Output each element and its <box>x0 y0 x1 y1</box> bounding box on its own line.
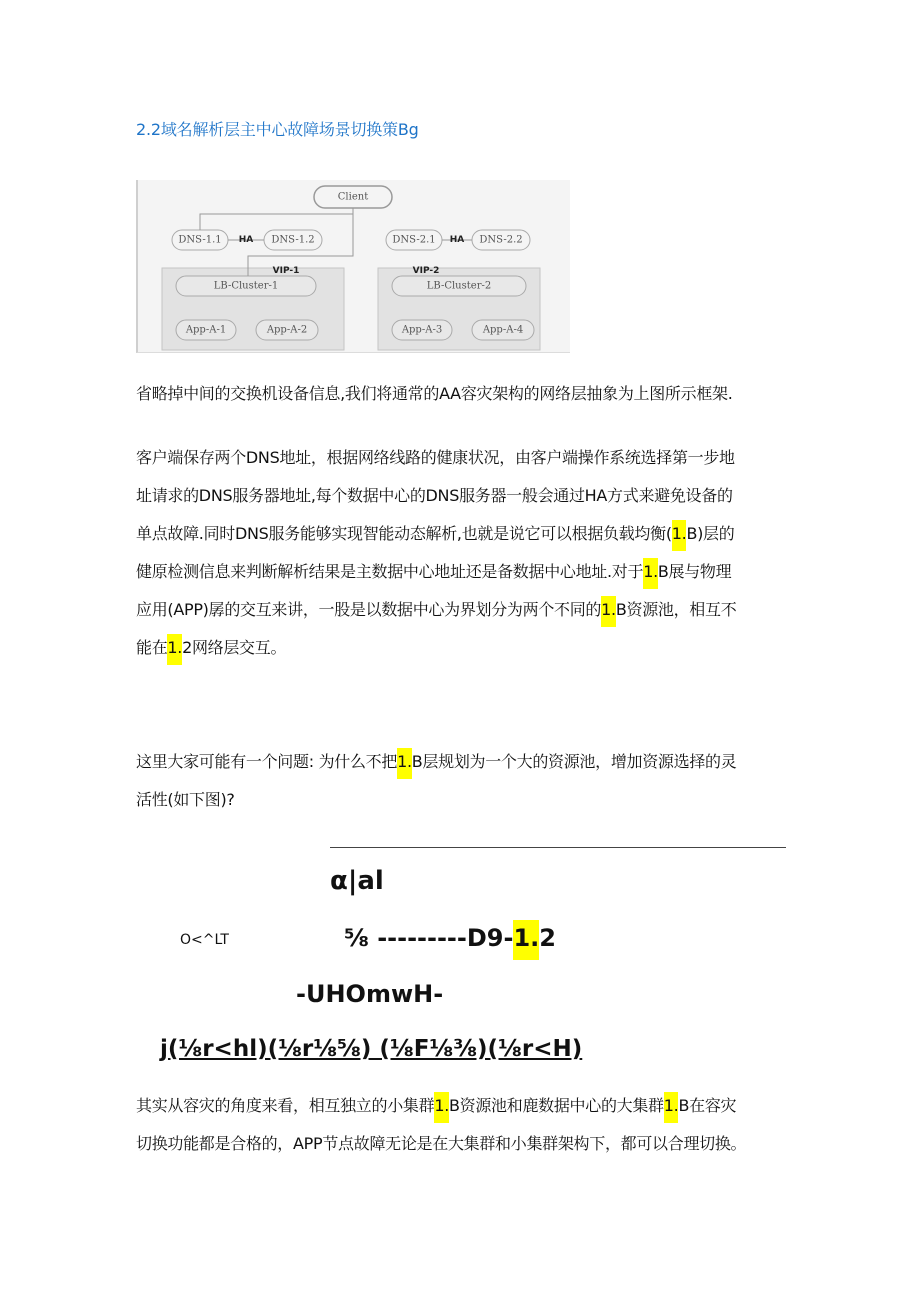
paragraph-2-line-4 <box>136 553 786 591</box>
highlight-mark: 1. <box>643 558 658 589</box>
garbled-text-2-left: O<^LT <box>180 932 229 948</box>
paragraph-2-line-6-tail: 2网络层交互。 <box>182 638 287 657</box>
paragraph-2-line-3-tail: B)层的 <box>686 524 735 543</box>
garbled-text-2-tail: 2 <box>539 924 556 952</box>
paragraph-3-line-1-tail: B层规划为一个大的资源池，增加资源选择的灵 <box>411 752 737 771</box>
diagram-dns-1-1-label: DNS-1.1 <box>178 234 222 246</box>
garbled-text-2-main: ⅝ ---------D9- <box>344 924 514 952</box>
diagram-app-a-3-label: App-A-3 <box>401 324 443 336</box>
diagram-ha-1-label: HA <box>238 235 254 245</box>
paragraph-2-line-3 <box>136 515 786 553</box>
paragraph-3-line-1-text: 这里大家可能有一个问题: 为什么不把 <box>136 752 398 771</box>
highlight-mark: 1. <box>672 520 687 551</box>
highlight-mark: 1. <box>167 634 182 665</box>
paragraph-4 <box>136 1087 786 1163</box>
paragraph-2-line-5-text: 应用(APP)孱的交互来讲，一股是以数据中心为界划分为两个不同的 <box>136 600 602 619</box>
highlight-mark: 1. <box>434 1092 449 1123</box>
paragraph-4-line-1-mid: B资源池和鹿数据中心的大集群 <box>448 1096 664 1115</box>
diagram-vip-1-label: VIP-1 <box>272 266 300 276</box>
paragraph-1 <box>136 375 786 413</box>
diagram-lb-cluster-2-label: LB-Cluster-2 <box>426 280 492 292</box>
paragraph-2-line-3-text: 单点故障.同时DNS服务能够实现智能动态解析,也就是说它可以根据负载均衡( <box>136 524 672 543</box>
highlight-mark: 1. <box>513 920 539 960</box>
horizontal-rule <box>330 847 786 848</box>
paragraph-4-line-1 <box>136 1087 786 1125</box>
garbled-text-4: j(⅛r<hl)(⅛r⅛⅝) (⅛F⅛⅜)(⅛r<H) <box>160 1036 583 1062</box>
highlight-mark: 1. <box>601 596 616 627</box>
highlight-mark: 1. <box>664 1092 679 1123</box>
paragraph-2-line-6 <box>136 629 786 667</box>
diagram-app-a-4-label: App-A-4 <box>482 324 524 336</box>
paragraph-2-line-6-text: 能在 <box>136 638 168 657</box>
paragraph-2-line-4-tail: B展与物理 <box>657 562 732 581</box>
diagram-dns-1-2-label: DNS-1.2 <box>271 234 315 246</box>
diagram-app-a-1-label: App-A-1 <box>185 324 227 336</box>
garbled-text-2 <box>344 924 556 952</box>
paragraph-2-line-5-tail: B资源池，相互不 <box>615 600 737 619</box>
section-heading: 2.2域名解析层主中心故障场景切换策Bg <box>136 120 419 139</box>
paragraph-1-line: 省略掉中间的交换机设备信息,我们将通常的AA容灾架构的网络层抽象为上图所示框架. <box>136 384 733 403</box>
paragraph-2-line-2: 址请求的DNS服务器地址,每个数据中心的DNS服务器一般会通过HA方式来避免设备的 <box>136 486 733 505</box>
paragraph-4-line-1-tail: B在容灾 <box>678 1096 737 1115</box>
paragraph-4-line-1-text: 其实从容灾的角度来看，相互独立的小集群 <box>136 1096 435 1115</box>
diagram-dns-2-2-label: DNS-2.2 <box>479 234 523 246</box>
paragraph-2-line-1: 客户端保存两个DNS地址，根据网络线路的健康状况，由客户端操作系统选择第一步地 <box>136 448 735 467</box>
paragraph-2 <box>136 439 786 667</box>
paragraph-2-line-5 <box>136 591 786 629</box>
network-diagram <box>136 180 570 353</box>
diagram-app-a-2-label: App-A-2 <box>266 324 308 336</box>
garbled-text-3: -UHOmwH- <box>296 980 444 1008</box>
diagram-lb-cluster-1-label: LB-Cluster-1 <box>213 280 279 292</box>
diagram-dns-2-1-label: DNS-2.1 <box>392 234 436 246</box>
diagram-ha-2-label: HA <box>449 235 465 245</box>
diagram-client-label: Client <box>337 191 369 203</box>
diagram-vip-2-label: VIP-2 <box>412 266 440 276</box>
garbled-text-1: α|al <box>330 866 384 896</box>
paragraph-3-line-1 <box>136 743 786 781</box>
paragraph-3 <box>136 743 786 819</box>
paragraph-2-line-4-text: 健原检测信息来判断解析结果是主数据中心地址还是备数据中心地址.对于 <box>136 562 644 581</box>
paragraph-3-line-2: 活性(如下图)? <box>136 790 235 809</box>
paragraph-4-line-2: 切换功能都是合格的，APP节点故障无论是在大集群和小集群架构下，都可以合理切换。 <box>136 1134 747 1153</box>
highlight-mark: 1. <box>397 748 412 779</box>
